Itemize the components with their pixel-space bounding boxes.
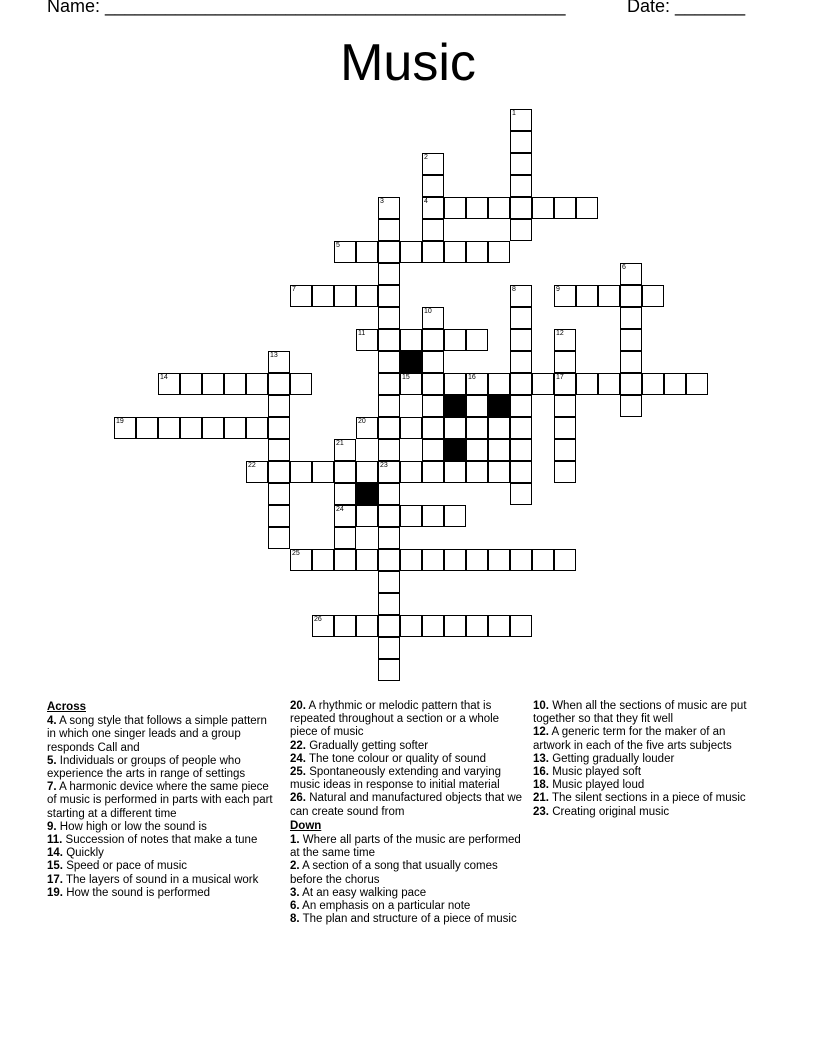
crossword-cell[interactable] — [312, 549, 334, 571]
crossword-cell[interactable] — [312, 461, 334, 483]
crossword-cell[interactable] — [488, 615, 510, 637]
crossword-cell[interactable] — [466, 241, 488, 263]
crossword-cell[interactable] — [444, 329, 466, 351]
clue-number: 7. — [47, 781, 57, 794]
clue-text: Gradually getting softer — [306, 739, 429, 752]
crossword-cell[interactable] — [510, 285, 532, 307]
crossword-cell[interactable] — [334, 439, 356, 461]
crossword-cell[interactable] — [554, 549, 576, 571]
black-square — [400, 351, 422, 373]
crossword-cell[interactable] — [466, 461, 488, 483]
cell-number: 2 — [424, 154, 428, 161]
crossword-cell[interactable] — [224, 417, 246, 439]
crossword-cell[interactable] — [378, 241, 400, 263]
crossword-cell[interactable] — [598, 373, 620, 395]
crossword-cell[interactable] — [510, 351, 532, 373]
crossword-cell[interactable] — [422, 241, 444, 263]
cell-number: 11 — [358, 330, 366, 337]
crossword-cell[interactable] — [334, 285, 356, 307]
crossword-cell[interactable] — [664, 373, 686, 395]
crossword-cell[interactable] — [400, 329, 422, 351]
crossword-cell[interactable] — [422, 307, 444, 329]
cell-number: 22 — [248, 462, 256, 469]
crossword-cell[interactable] — [422, 549, 444, 571]
cell-number: 19 — [116, 418, 124, 425]
crossword-cell[interactable] — [246, 461, 268, 483]
clue-text: The plan and structure of a piece of music — [299, 913, 517, 926]
clue-item — [290, 834, 526, 860]
clue-text: When all the sections of music are put together so that they fit well — [533, 700, 747, 726]
black-square — [444, 439, 466, 461]
clue-number: 3. — [290, 886, 300, 899]
crossword-cell[interactable] — [356, 329, 378, 351]
clue-text: Getting gradually louder — [549, 752, 675, 765]
crossword-cell[interactable] — [290, 549, 312, 571]
clue-item — [47, 834, 279, 847]
crossword-cell[interactable] — [422, 197, 444, 219]
clue-item — [290, 792, 526, 818]
cell-number: 9 — [556, 286, 560, 293]
clue-number: 17. — [47, 873, 63, 886]
clue-item — [47, 781, 279, 821]
crossword-cell[interactable] — [466, 373, 488, 395]
cell-number: 17 — [556, 374, 564, 381]
crossword-cell[interactable] — [466, 439, 488, 461]
crossword-cell[interactable] — [400, 461, 422, 483]
black-square — [356, 483, 378, 505]
crossword-cell[interactable] — [400, 241, 422, 263]
crossword-cell[interactable] — [356, 549, 378, 571]
crossword-cell[interactable] — [532, 373, 554, 395]
clue-item — [290, 700, 526, 740]
cell-number: 26 — [314, 616, 322, 623]
crossword-cell[interactable] — [334, 241, 356, 263]
clues-column-1 — [47, 700, 279, 900]
across-clue-list — [47, 715, 279, 900]
crossword-cell[interactable] — [202, 417, 224, 439]
crossword-cell[interactable] — [202, 373, 224, 395]
cell-number: 25 — [292, 550, 300, 557]
crossword-cell[interactable] — [620, 373, 642, 395]
crossword-cell[interactable] — [488, 417, 510, 439]
crossword-cell[interactable] — [378, 285, 400, 307]
crossword-cell[interactable] — [378, 307, 400, 329]
crossword-cell[interactable] — [554, 351, 576, 373]
crossword-cell[interactable] — [466, 549, 488, 571]
clue-text: A generic term for the maker of an artwork in each of the five arts subjects — [533, 726, 732, 752]
crossword-cell[interactable] — [422, 439, 444, 461]
crossword-cell[interactable] — [378, 351, 400, 373]
crossword-cell[interactable] — [554, 285, 576, 307]
cell-number: 8 — [512, 286, 516, 293]
crossword-cell[interactable] — [686, 373, 708, 395]
cell-number: 4 — [424, 198, 428, 205]
clue-item — [47, 887, 279, 900]
cell-number: 23 — [380, 462, 388, 469]
crossword-cell[interactable] — [334, 549, 356, 571]
clue-item — [290, 887, 526, 900]
clue-number: 12. — [533, 726, 549, 739]
clue-number: 6. — [290, 900, 300, 913]
crossword-cell[interactable] — [114, 417, 136, 439]
clue-number: 21. — [533, 792, 549, 805]
cell-number: 21 — [336, 440, 344, 447]
crossword-cell[interactable] — [356, 505, 378, 527]
crossword-cell[interactable] — [378, 637, 400, 659]
crossword-cell[interactable] — [466, 615, 488, 637]
crossword-cell[interactable] — [444, 615, 466, 637]
crossword-cell[interactable] — [510, 549, 532, 571]
clue-text: Where all parts of the music are performed at the same time — [290, 834, 521, 860]
crossword-cell[interactable] — [334, 505, 356, 527]
clue-text: Individuals or groups of people who experience the arts in range of settings — [47, 754, 246, 781]
clue-item — [47, 860, 279, 873]
crossword-cell[interactable] — [268, 417, 290, 439]
clue-text: An emphasis on a particular note — [299, 900, 471, 913]
clue-text: How high or low the sound is — [56, 820, 207, 833]
crossword-cell[interactable] — [554, 329, 576, 351]
clue-number: 24. — [290, 752, 306, 765]
crossword-cell[interactable] — [466, 417, 488, 439]
down-heading: Down — [290, 819, 322, 832]
crossword-cell[interactable] — [510, 219, 532, 241]
clue-text: A section of a song that usually comes before the chorus — [290, 860, 498, 886]
across-clue-list-continued — [290, 700, 526, 819]
crossword-cell[interactable] — [510, 153, 532, 175]
clue-number: 14. — [47, 847, 63, 860]
crossword-cell[interactable] — [444, 417, 466, 439]
crossword-cell[interactable] — [378, 483, 400, 505]
clue-number: 2. — [290, 860, 300, 873]
crossword-cell[interactable] — [422, 373, 444, 395]
crossword-cell[interactable] — [268, 505, 290, 527]
crossword-cell[interactable] — [378, 197, 400, 219]
crossword-cell[interactable] — [268, 351, 290, 373]
clue-text: Music played loud — [549, 779, 645, 792]
crossword-cell[interactable] — [400, 505, 422, 527]
crossword-cell[interactable] — [444, 505, 466, 527]
clue-item — [290, 900, 526, 913]
crossword-cell[interactable] — [510, 395, 532, 417]
crossword-cell[interactable] — [554, 373, 576, 395]
crossword-cell[interactable] — [378, 659, 400, 681]
clue-text: Quickly — [63, 847, 104, 860]
clue-text: A harmonic device where the same piece of music is performed in parts with each part starting at a different time — [47, 781, 273, 820]
crossword-cell[interactable] — [356, 241, 378, 263]
crossword-cell[interactable] — [510, 483, 532, 505]
crossword-cell[interactable] — [554, 197, 576, 219]
crossword-cell[interactable] — [334, 615, 356, 637]
crossword-cell[interactable] — [554, 461, 576, 483]
crossword-cell[interactable] — [510, 439, 532, 461]
clue-item — [47, 874, 279, 887]
crossword-cell[interactable] — [444, 241, 466, 263]
crossword-cell[interactable] — [642, 285, 664, 307]
crossword-cell[interactable] — [422, 329, 444, 351]
crossword-cell[interactable] — [378, 219, 400, 241]
clue-number: 23. — [533, 805, 549, 818]
clue-item — [533, 766, 763, 779]
cell-number: 20 — [358, 418, 366, 425]
name-field-label: Name: ______________________________________________ — [47, 0, 566, 16]
crossword-cell[interactable] — [488, 373, 510, 395]
clue-number: 4. — [47, 715, 57, 728]
clue-number: 11. — [47, 834, 63, 847]
clue-item — [290, 766, 526, 792]
crossword-cell[interactable] — [378, 373, 400, 395]
crossword-cell[interactable] — [532, 549, 554, 571]
black-square — [444, 395, 466, 417]
crossword-cell[interactable] — [488, 549, 510, 571]
cell-number: 10 — [424, 308, 432, 315]
crossword-cell[interactable] — [422, 351, 444, 373]
clue-item — [290, 740, 526, 753]
crossword-cell[interactable] — [356, 461, 378, 483]
crossword-cell[interactable] — [422, 219, 444, 241]
crossword-cell[interactable] — [620, 351, 642, 373]
crossword-cell[interactable] — [268, 439, 290, 461]
clue-item — [290, 860, 526, 886]
clue-item — [290, 753, 526, 766]
crossword-cell[interactable] — [378, 461, 400, 483]
cell-number: 16 — [468, 374, 476, 381]
clue-text: The layers of sound in a musical work — [63, 873, 259, 886]
crossword-cell[interactable] — [488, 241, 510, 263]
crossword-cell[interactable] — [378, 439, 400, 461]
clue-number: 15. — [47, 860, 63, 873]
crossword-cell[interactable] — [422, 175, 444, 197]
crossword-cell[interactable] — [510, 197, 532, 219]
crossword-cell[interactable] — [510, 417, 532, 439]
date-field-label: Date: _______ — [627, 0, 746, 16]
crossword-cell[interactable] — [444, 373, 466, 395]
crossword-cell[interactable] — [444, 461, 466, 483]
clue-text: A song style that follows a simple pattern in which one singer leads and a group responds Call and — [47, 715, 267, 754]
crossword-cell[interactable] — [334, 461, 356, 483]
clue-item — [47, 715, 279, 755]
cell-number: 13 — [270, 352, 278, 359]
across-heading: Across — [47, 701, 86, 713]
clue-item — [290, 913, 526, 926]
crossword-cell[interactable] — [422, 505, 444, 527]
crossword-cell[interactable] — [510, 329, 532, 351]
crossword-cell[interactable] — [598, 285, 620, 307]
crossword-cell[interactable] — [290, 285, 312, 307]
black-square — [488, 395, 510, 417]
crossword-cell[interactable] — [378, 615, 400, 637]
crossword-cell[interactable] — [554, 417, 576, 439]
crossword-cell[interactable] — [246, 373, 268, 395]
clue-item — [533, 779, 763, 792]
crossword-cell[interactable] — [378, 527, 400, 549]
crossword-cell[interactable] — [268, 527, 290, 549]
clue-text: The silent sections in a piece of music — [549, 792, 746, 805]
crossword-cell[interactable] — [334, 483, 356, 505]
crossword-cell[interactable] — [246, 417, 268, 439]
cell-number: 15 — [402, 374, 410, 381]
crossword-cell[interactable] — [422, 461, 444, 483]
clue-number: 16. — [533, 766, 549, 779]
crossword-cell[interactable] — [400, 417, 422, 439]
clue-number: 8. — [290, 913, 300, 926]
crossword-cell[interactable] — [312, 615, 334, 637]
clue-number: 18. — [533, 779, 549, 792]
crossword-cell[interactable] — [356, 417, 378, 439]
crossword-cell[interactable] — [642, 373, 664, 395]
crossword-cell[interactable] — [136, 417, 158, 439]
crossword-cell[interactable] — [532, 197, 554, 219]
crossword-cell[interactable] — [466, 197, 488, 219]
crossword-cell[interactable] — [378, 395, 400, 417]
cell-number: 6 — [622, 264, 626, 271]
clue-item — [533, 700, 763, 726]
crossword-cell[interactable] — [378, 593, 400, 615]
crossword-cell[interactable] — [620, 285, 642, 307]
cell-number: 12 — [556, 330, 564, 337]
clue-number: 22. — [290, 739, 306, 752]
crossword-cell[interactable] — [400, 373, 422, 395]
crossword-cell[interactable] — [268, 483, 290, 505]
crossword-cell[interactable] — [576, 197, 598, 219]
clue-text: Music played soft — [549, 766, 642, 779]
cell-number: 7 — [292, 286, 296, 293]
cell-number: 1 — [512, 110, 516, 117]
clue-item — [47, 847, 279, 860]
clue-item — [47, 821, 279, 834]
clue-text: Succession of notes that make a tune — [62, 834, 258, 847]
clue-item — [533, 753, 763, 766]
clue-number: 25. — [290, 766, 306, 779]
crossword-cell[interactable] — [466, 329, 488, 351]
clue-item — [47, 755, 279, 781]
crossword-cell[interactable] — [268, 395, 290, 417]
clue-number: 10. — [533, 700, 549, 712]
crossword-cell[interactable] — [268, 461, 290, 483]
crossword-cell[interactable] — [510, 175, 532, 197]
crossword-cell[interactable] — [268, 373, 290, 395]
crossword-cell[interactable] — [312, 285, 334, 307]
crossword-cell[interactable] — [554, 395, 576, 417]
crossword-cell[interactable] — [378, 417, 400, 439]
crossword-cell[interactable] — [444, 197, 466, 219]
crossword-cell[interactable] — [488, 197, 510, 219]
clue-number: 20. — [290, 700, 306, 712]
cell-number: 14 — [160, 374, 168, 381]
crossword-cell[interactable] — [620, 329, 642, 351]
crossword-cell[interactable] — [488, 461, 510, 483]
clue-number: 5. — [47, 754, 57, 767]
crossword-cell[interactable] — [224, 373, 246, 395]
clue-number: 9. — [47, 820, 57, 833]
clue-text: The tone colour or quality of sound — [306, 752, 487, 765]
crossword-cell[interactable] — [180, 373, 202, 395]
clue-text: At an easy walking pace — [299, 886, 427, 899]
crossword-cell[interactable] — [422, 417, 444, 439]
crossword-cell[interactable] — [620, 395, 642, 417]
crossword-cell[interactable] — [444, 549, 466, 571]
crossword-cell[interactable] — [422, 615, 444, 637]
crossword-cell[interactable] — [510, 373, 532, 395]
crossword-cell[interactable] — [378, 571, 400, 593]
crossword-cell[interactable] — [620, 307, 642, 329]
crossword-cell[interactable] — [488, 439, 510, 461]
crossword-cell[interactable] — [378, 263, 400, 285]
clue-number: 1. — [290, 834, 300, 847]
cell-number: 5 — [336, 242, 340, 249]
crossword-cell[interactable] — [400, 615, 422, 637]
clue-text: Natural and manufactured objects that we can create sound from — [290, 792, 523, 818]
crossword-cell[interactable] — [510, 615, 532, 637]
crossword-cell[interactable] — [378, 505, 400, 527]
clue-item — [533, 806, 763, 819]
clue-item — [533, 792, 763, 805]
crossword-cell[interactable] — [466, 395, 488, 417]
crossword-cell[interactable] — [510, 307, 532, 329]
crossword-cell[interactable] — [510, 461, 532, 483]
crossword-cell[interactable] — [356, 615, 378, 637]
crossword-cell[interactable] — [422, 395, 444, 417]
clues-column-2 — [290, 700, 526, 926]
clue-text: How the sound is performed — [63, 886, 211, 899]
clues-column-3 — [533, 700, 763, 819]
crossword-cell[interactable] — [158, 417, 180, 439]
clue-text: Speed or pace of music — [63, 860, 188, 873]
crossword-cell[interactable] — [554, 439, 576, 461]
crossword-cell[interactable] — [576, 373, 598, 395]
page-title: Music — [340, 34, 476, 92]
down-clue-list — [290, 834, 526, 926]
down-clue-list-continued — [533, 700, 763, 819]
crossword-cell[interactable] — [378, 329, 400, 351]
crossword-cell[interactable] — [576, 285, 598, 307]
crossword-cell[interactable] — [378, 549, 400, 571]
cell-number: 3 — [380, 198, 384, 205]
crossword-cell[interactable] — [400, 549, 422, 571]
cell-number: 24 — [336, 506, 344, 513]
clue-text: Creating original music — [549, 805, 670, 818]
crossword-cell[interactable] — [620, 263, 642, 285]
crossword-cell[interactable] — [290, 373, 312, 395]
clue-number: 26. — [290, 792, 306, 805]
clue-number: 13. — [533, 752, 549, 765]
crossword-cell[interactable] — [290, 461, 312, 483]
crossword-cell[interactable] — [356, 285, 378, 307]
crossword-cell[interactable] — [158, 373, 180, 395]
clue-text: Spontaneously extending and varying music ideas in response to initial material — [290, 766, 502, 792]
crossword-cell[interactable] — [334, 527, 356, 549]
clue-text: A rhythmic or melodic pattern that is repeated throughout a section or a whole piece of music — [290, 700, 500, 739]
crossword-cell[interactable] — [510, 131, 532, 153]
crossword-cell[interactable] — [422, 153, 444, 175]
clue-number: 19. — [47, 886, 63, 899]
crossword-cell[interactable] — [510, 109, 532, 131]
crossword-cell[interactable] — [180, 417, 202, 439]
clue-item — [533, 726, 763, 752]
